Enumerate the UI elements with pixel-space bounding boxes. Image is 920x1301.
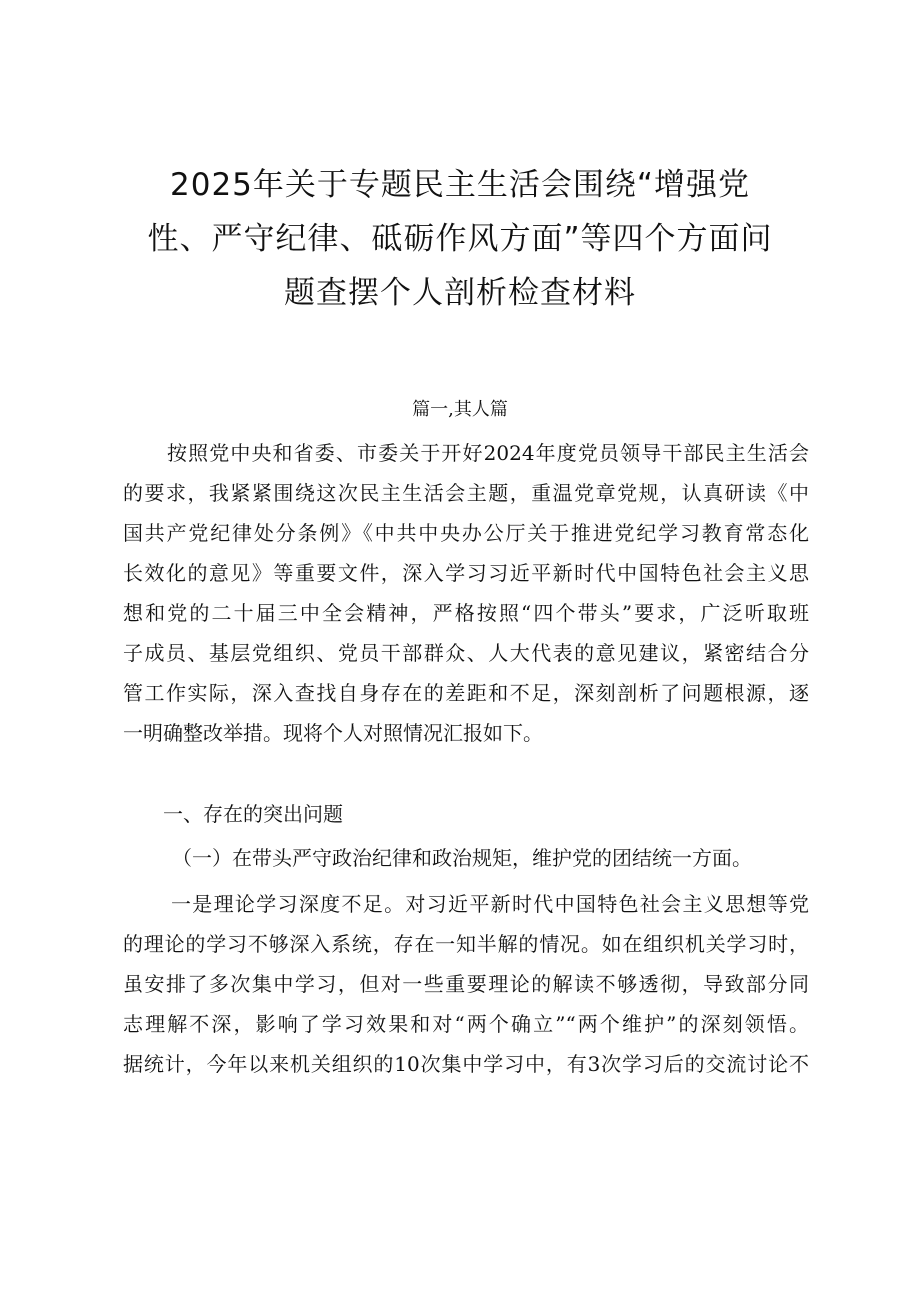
part-heading: 篇一,其人篇 (412, 399, 508, 420)
document-title (100, 158, 820, 320)
body-line-5: 据统计，今年以来机关组织的10次集中学习中，有3次学习后的交流讨论不 (123, 1052, 809, 1076)
section-heading: 一、存在的突出问题 (163, 802, 343, 826)
intro-line-7: 管工作实际，深入查找自身存在的差距和不足，深刻剖析了问题根源，逐 (123, 681, 809, 705)
body-line-4: 志理解不深，影响了学习效果和对“两个确立”“两个维护”的深刻领悟。 (123, 1012, 809, 1036)
title-line-2: 性、严守纪律、砥砺作风方面”等四个方面问 (147, 221, 773, 257)
intro-line-1: 按照党中央和省委、市委关于开好2024年度党员领导干部民主生活会 (167, 441, 809, 465)
title-line-1: 2025年关于专题民主生活会围绕“增强党 (170, 167, 750, 203)
intro-line-6: 子成员、基层党组织、党员干部群众、人大代表的意见建议，紧密结合分 (123, 641, 809, 665)
title-line-3: 题查摆个人剖析检查材料 (284, 275, 636, 311)
body-paragraph (123, 884, 809, 1084)
intro-line-5: 想和党的二十届三中全会精神，严格按照“四个带头”要求，广泛听取班 (123, 601, 809, 625)
intro-line-3: 国共产党纪律处分条例》《中共中央办公厅关于推进党纪学习教育常态化 (123, 521, 809, 545)
body-line-1: 一是理论学习深度不足。对习近平新时代中国特色社会主义思想等党 (171, 892, 809, 916)
intro-line-8: 一明确整改举措。现将个人对照情况汇报如下。 (123, 721, 543, 745)
intro-line-4: 长效化的意见》等重要文件，深入学习习近平新时代中国特色社会主义思 (123, 561, 809, 585)
intro-paragraph (123, 433, 809, 753)
intro-line-2: 的要求，我紧紧围绕这次民主生活会主题，重温党章党规，认真研读《中 (123, 481, 809, 505)
body-line-2: 的理论的学习不够深入系统，存在一知半解的情况。如在组织机关学习时， (123, 932, 809, 956)
body-line-3: 虽安排了多次集中学习，但对一些重要理论的解读不够透彻，导致部分同 (123, 972, 809, 996)
subsection-heading: （一）在带头严守政治纪律和政治规矩，维护党的团结统一方面。 (172, 846, 752, 870)
